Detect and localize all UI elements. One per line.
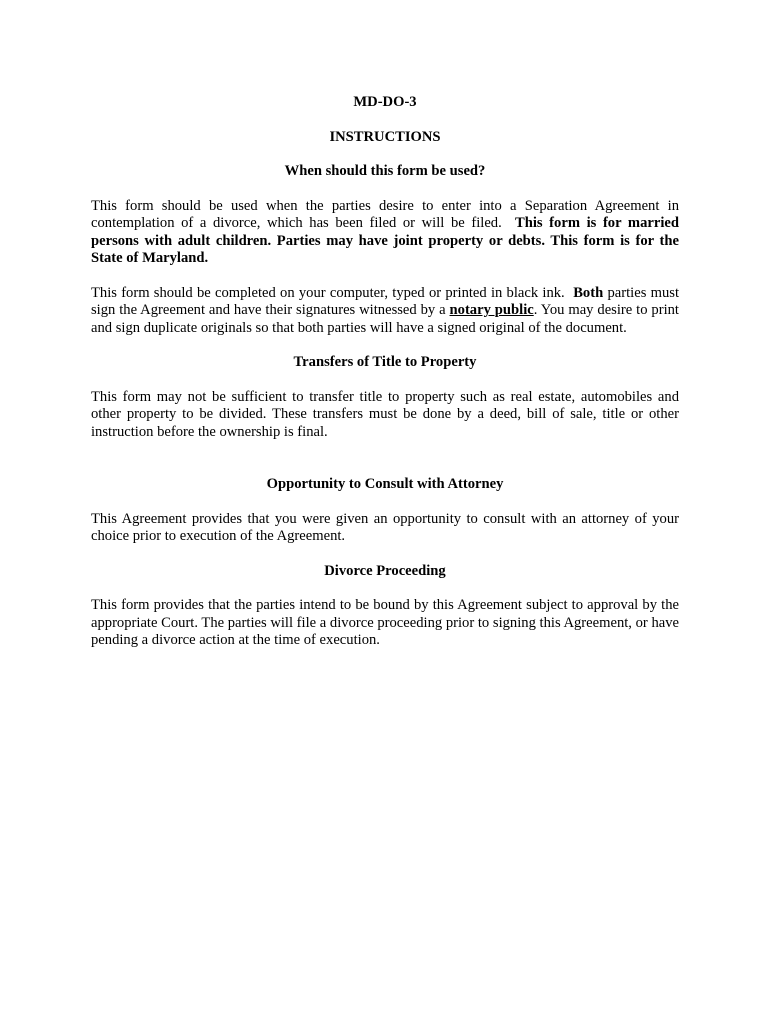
section-title-divorce: Divorce Proceeding [324,562,446,579]
paragraph-text: This form should be used when the parties desire to enter into a Separation Agreement in contemplation of a divorce, which has been filed or will be filed. [91,197,679,231]
page-title: INSTRUCTIONS [329,128,441,145]
notary-public-emphasis: notary public [449,302,534,318]
paragraph-divorce: This form provides that the parties intend to be bound by this Agreement subject to approval by the appropriate Court. The parties will file a divorce proceeding prior to signing this Agreement, or have pending a divorce action at the time of execution. [91,597,679,648]
section-title-when: When should this form be used? [284,163,486,179]
form-id: MD-DO-3 [353,94,417,110]
paragraph-text: . You may desire to print and sign duplicate originals so that both parties will have a signed original of the document. [91,302,679,336]
paragraph-when-usage [91,198,679,268]
document-page [91,94,679,650]
paragraph-text: parties must sign the Agreement and have their signatures witnessed by a [91,284,679,318]
paragraph-transfers: This form may not be sufficient to transfer title to property such as real estate, automobiles and other property to be divided. These transfers must be done by a deed, bill of sale, title or other instruction before the ownership is final. [91,388,679,440]
section-title-transfers: Transfers of Title to Property [293,354,477,370]
paragraph-text: This form should be completed on your computer, typed or printed in black ink. [91,284,565,301]
paragraph-bold-text: Both [573,284,604,301]
section-title-attorney: Opportunity to Consult with Attorney [266,476,504,492]
paragraph-bold-text: This form is for married persons with adult children. Parties may have joint property or debts. This form is for the State of Maryland. [91,215,679,266]
paragraph-attorney: This Agreement provides that you were given an opportunity to consult with an attorney of your choice prior to execution of the Agreement. [91,510,679,544]
paragraph-completion [91,285,679,338]
